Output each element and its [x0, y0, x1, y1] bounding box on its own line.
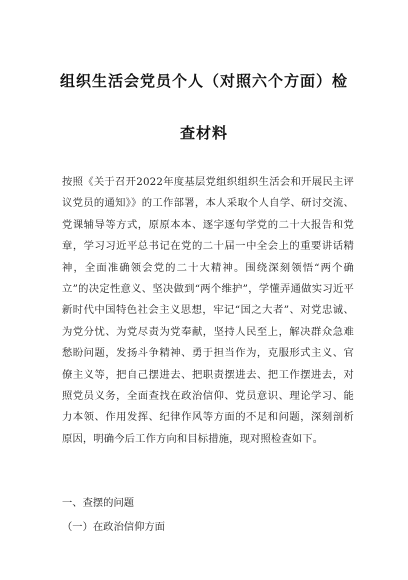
subsection-heading: （一）在政治信仰方面 [62, 521, 165, 533]
body-paragraph: 按照《关于召开2022年度基层党组织组织生活会和开展民主评议党员的通知》》的工作部署，本人采取个人自学、研讨交流、党课辅导等方式，原原本本、逐字逐句学党的二十大报告和党章，学习习近平总书记在党的二十届一中全会上的重要讲话精神，全面准确领会党的二十大精神。围绕深刻领悟“两个确立”的决定性意义、坚决做到“两个维护”，学懂弄通做实习近平新时代中国特色社会主义思想，牢记“国之大者”、对党忠诚、为党分忧、为党尽责为党奉献，坚持人民至上，解决群众急难愁盼问题，发扬斗争精神、勇于担当作为，克服形式主义、官僚主义等，把自己摆进去、把职责摆进去、把工作摆进去，对照党员义务，全面查找在政治信仰、党员意识、理论学习、能力本领、作用发挥、纪律作风等方面的不足和问题，深刻剖析原因，明确今后工作方向和目标措施，现对照检查如下。 [62, 176, 354, 445]
section-heading: 一、查摆的问题 [62, 497, 135, 509]
document-title-line-1: 组织生活会党员个人（对照六个方面）检 [59, 72, 348, 90]
document-title-line-2: 查材料 [179, 124, 228, 142]
